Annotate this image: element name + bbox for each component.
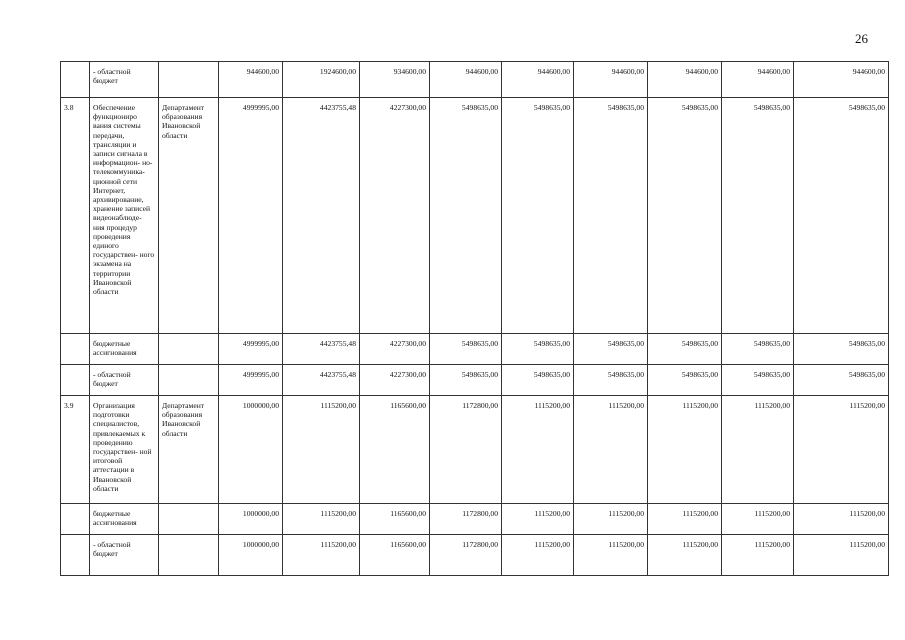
amount-cell: 5498635,00 [502, 334, 574, 365]
amount-cell: 1165600,00 [360, 535, 430, 576]
amount-cell: 1165600,00 [360, 396, 430, 504]
amount-cell: 1115200,00 [794, 504, 889, 535]
amount-cell: 4423755,48 [283, 365, 360, 396]
amount-cell: 4423755,48 [283, 334, 360, 365]
amount-cell: 5498635,00 [722, 334, 794, 365]
row-name: - областной бюджет [90, 535, 159, 576]
amount-cell: 1115200,00 [722, 504, 794, 535]
row-code [61, 365, 90, 396]
amount-cell: 4999995,00 [219, 98, 283, 334]
amount-cell: 944600,00 [502, 62, 574, 98]
amount-cell: 1115200,00 [502, 396, 574, 504]
amount-cell: 1115200,00 [574, 504, 648, 535]
table-row [61, 98, 889, 334]
row-executor [159, 365, 219, 396]
amount-cell: 5498635,00 [794, 365, 889, 396]
row-executor [159, 504, 219, 535]
amount-cell: 1172800,00 [430, 396, 502, 504]
amount-cell: 1115200,00 [283, 504, 360, 535]
amount-cell: 1000000,00 [219, 535, 283, 576]
amount-cell: 5498635,00 [794, 98, 889, 334]
amount-cell: 5498635,00 [574, 98, 648, 334]
row-name: бюджетные ассигнования [90, 504, 159, 535]
amount-cell: 944600,00 [648, 62, 722, 98]
amount-cell: 4423755,48 [283, 98, 360, 334]
amount-cell: 1115200,00 [648, 535, 722, 576]
amount-cell: 1165600,00 [360, 504, 430, 535]
amount-cell: 1115200,00 [794, 535, 889, 576]
amount-cell: 1115200,00 [648, 396, 722, 504]
row-executor [159, 334, 219, 365]
amount-cell: 944600,00 [219, 62, 283, 98]
row-executor [159, 62, 219, 98]
amount-cell: 1115200,00 [574, 396, 648, 504]
amount-cell: 1115200,00 [574, 535, 648, 576]
amount-cell: 1115200,00 [502, 504, 574, 535]
amount-cell: 5498635,00 [430, 365, 502, 396]
amount-cell: 5498635,00 [574, 365, 648, 396]
row-name: Организация подготовки специалистов, привлекаемых к проведению государствен- ной итоговой аттестации в Ивановской области [90, 396, 159, 504]
amount-cell: 4227300,00 [360, 334, 430, 365]
amount-cell: 4999995,00 [219, 365, 283, 396]
amount-cell: 944600,00 [574, 62, 648, 98]
row-executor: Департамент образования Ивановской области [159, 396, 219, 504]
amount-cell: 5498635,00 [794, 334, 889, 365]
page-number: 26 [855, 31, 868, 46]
table-row [61, 334, 889, 365]
amount-cell: 4227300,00 [360, 365, 430, 396]
amount-cell: 5498635,00 [722, 365, 794, 396]
row-name: бюджетные ассигнования [90, 334, 159, 365]
table-row [61, 365, 889, 396]
amount-cell: 1115200,00 [722, 396, 794, 504]
table-row [61, 396, 889, 504]
amount-cell: 5498635,00 [648, 334, 722, 365]
amount-cell: 5498635,00 [722, 98, 794, 334]
amount-cell: 934600,00 [360, 62, 430, 98]
amount-cell: 5498635,00 [574, 334, 648, 365]
row-name: - областной бюджет [90, 365, 159, 396]
row-executor: Департамент образования Ивановской области [159, 98, 219, 334]
amount-cell: 1924600,00 [283, 62, 360, 98]
amount-cell: 4999995,00 [219, 334, 283, 365]
row-name: Обеспечение функциониро вания системы передачи, трансляции и записи сигнала в информацион- но- телекоммуника- ционной сети Интернет, архивирование, хранение записей видеонаблюде- ния процедур проведения единого государствен- ного экзамена на территории Ивановской области [90, 98, 159, 334]
amount-cell: 1115200,00 [722, 535, 794, 576]
amount-cell: 944600,00 [722, 62, 794, 98]
row-code: 3.9 [61, 396, 90, 504]
amount-cell: 1115200,00 [283, 535, 360, 576]
amount-cell: 5498635,00 [430, 334, 502, 365]
amount-cell: 1172800,00 [430, 535, 502, 576]
row-name: - областной бюджет [90, 62, 159, 98]
amount-cell: 944600,00 [794, 62, 889, 98]
amount-cell: 5498635,00 [502, 365, 574, 396]
amount-cell: 5498635,00 [502, 98, 574, 334]
amount-cell: 1000000,00 [219, 504, 283, 535]
row-code [61, 535, 90, 576]
table-row [61, 62, 889, 98]
amount-cell: 1000000,00 [219, 396, 283, 504]
amount-cell: 944600,00 [430, 62, 502, 98]
amount-cell: 5498635,00 [648, 365, 722, 396]
amount-cell: 5498635,00 [430, 98, 502, 334]
amount-cell: 4227300,00 [360, 98, 430, 334]
row-code [61, 504, 90, 535]
budget-table [60, 61, 889, 576]
amount-cell: 1172800,00 [430, 504, 502, 535]
amount-cell: 1115200,00 [794, 396, 889, 504]
row-code [61, 62, 90, 98]
amount-cell: 1115200,00 [502, 535, 574, 576]
amount-cell: 5498635,00 [648, 98, 722, 334]
table-row [61, 535, 889, 576]
table-row [61, 504, 889, 535]
row-code: 3.8 [61, 98, 90, 334]
row-code [61, 334, 90, 365]
row-executor [159, 535, 219, 576]
amount-cell: 1115200,00 [648, 504, 722, 535]
amount-cell: 1115200,00 [283, 396, 360, 504]
